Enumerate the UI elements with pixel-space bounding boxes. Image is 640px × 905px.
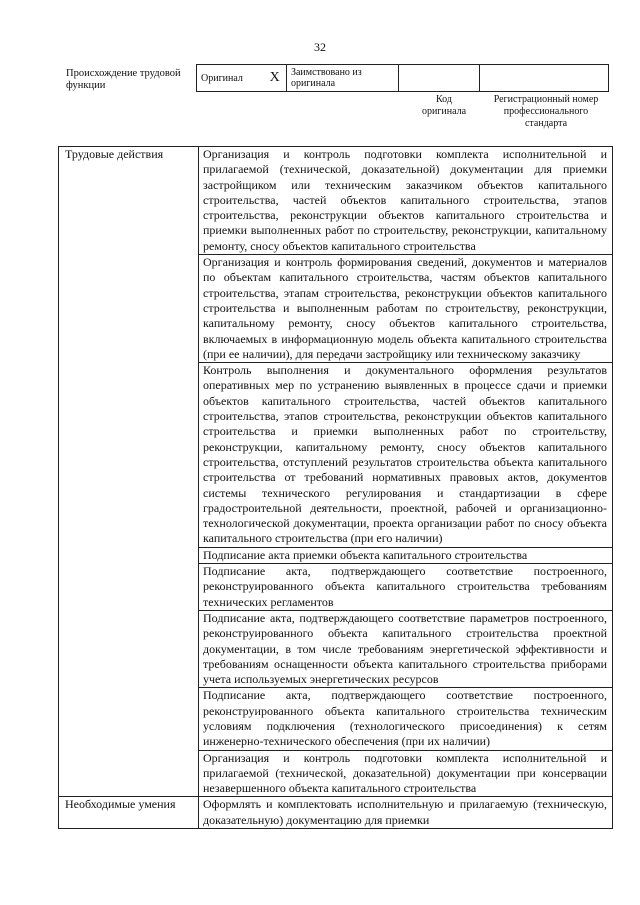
borrowed-label: Заимствовано из оригинала: [286, 65, 398, 92]
skills-heading: Необходимые умения: [59, 797, 199, 829]
registration-number-cell: [480, 65, 609, 92]
labor-action-item: Организация и контроль подготовки комплекта исполнительной и прилагаемой (технической, доказательной) документации для приемки застройщиком или техническим заказчиком объектов капитального строительства, частей объектов капитального строительства, этапов строительства, реконструкции объектов капитального строительства и приемки выполненных работ по строительству, реконструкции, капитальному ремонту, сносу объектов капитального строительства: [199, 147, 613, 255]
page-number: 32: [314, 40, 326, 54]
registration-caption: Регистрационный номер профессионального стандарта: [493, 94, 599, 129]
labor-action-item: Подписание акта, подтверждающего соответствие построенного, реконструированного объекта капитального строительства техническим условиям подключения (технологического присоединения) к сетям инженерно-технического обеспечения (при их наличии): [199, 688, 613, 750]
labor-action-item: Подписание акта, подтверждающего соответствие построенного, реконструированного объекта капитального строительства требованиям технических регламентов: [199, 564, 613, 611]
labor-action-item: Подписание акта, подтверждающего соответствие параметров построенного, реконструированного объекта капитального строительства проектной документации, в том числе требованиям энергетической эффективности и требованиям оснащенности объекта капитального строительства приборами учета используемых энергетических ресурсов: [199, 610, 613, 687]
skill-item: Оформлять и комплектовать исполнительную и прилагаемую (техническую, доказательную) документацию для приемки: [199, 797, 613, 829]
origin-table: [196, 64, 609, 92]
original-mark: X: [263, 65, 286, 92]
code-caption: Код оригинала: [421, 94, 467, 117]
labor-action-item: Организация и контроль формирования сведений, документов и материалов по объектам капитального строительства, частям объектов капитального строительства, этапам строительства, реконструкции объектов капитального строительства и выполненным работам по строительству, реконструкции, капитальному ремонту, сносу объектов капитального строительства, включаемых в информационную модель объекта капитального строительства (при ее наличии), для передачи застройщику или техническому заказчику: [199, 255, 613, 363]
labor-action-item: Контроль выполнения и документального оформления результатов оперативных мер по устранению выявленных в процессе сдачи и приемки объектов капитального строительства, частей объектов капитального строительства, этапов строительства, реконструкции объектов капитального строительства и приемки выполненных работ по строительству, реконструкции, капитальному ремонту, сносу объектов капитального строительства, отступлений результатов строительства объекта капитального строительства от требований нормативных правовых актов, документов системы технического регулирования и стандартизации в сфере градостроительной деятельности, проектной, рабочей и организационно-технологической документации, проекта организации работ по сносу объекта капитального строительства (при его наличии): [199, 363, 613, 548]
labor-function-table: [58, 146, 613, 829]
labor-action-item: Подписание акта приемки объекта капитального строительства: [199, 547, 613, 563]
original-code-cell: [399, 65, 480, 92]
labor-action-item: Организация и контроль подготовки комплекта исполнительной и прилагаемой (технической, доказательной) документации при консервации незавершенного объекта капитального строительства: [199, 750, 613, 797]
origin-label: Происхождение трудовой функции: [66, 68, 181, 91]
original-label: Оригинал: [197, 65, 264, 92]
labor-actions-heading: Трудовые действия: [59, 147, 199, 797]
